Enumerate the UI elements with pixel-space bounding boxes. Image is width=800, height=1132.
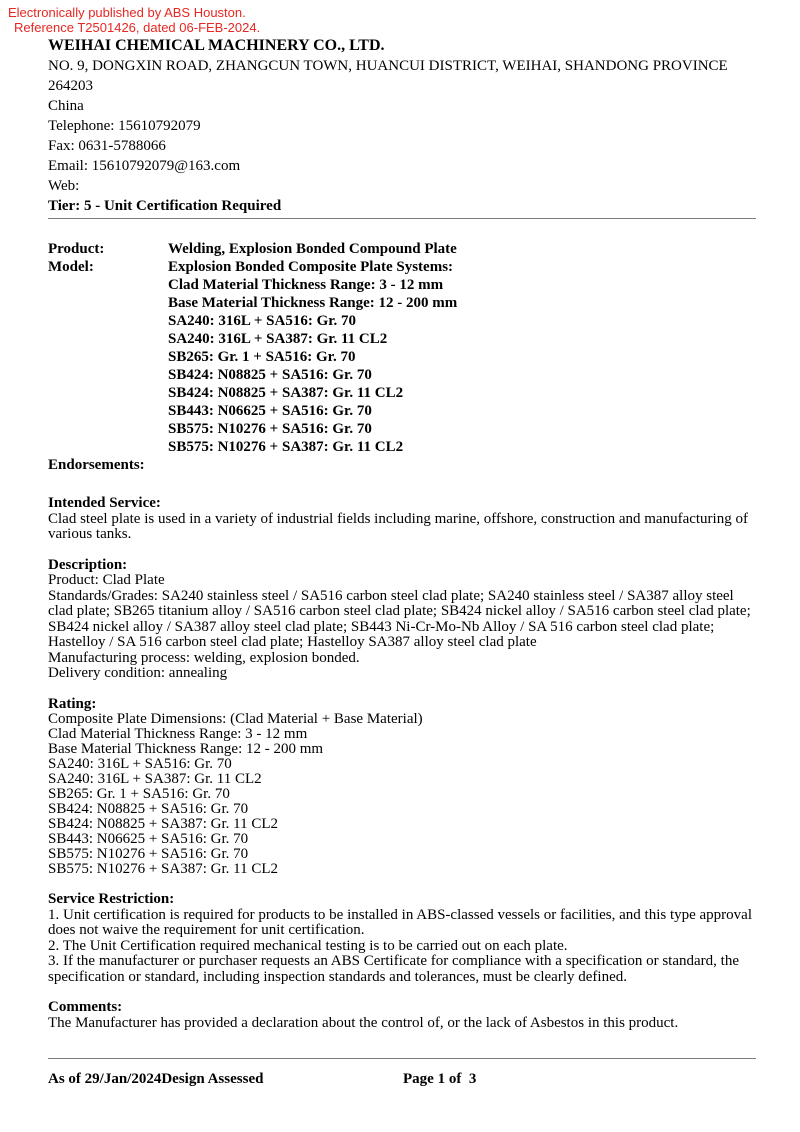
service-restriction-section xyxy=(48,892,756,985)
comments-section xyxy=(48,1000,756,1031)
company-name: WEIHAI CHEMICAL MACHINERY CO., LTD. xyxy=(48,37,385,54)
rating-heading: Rating: xyxy=(48,695,97,712)
service-restriction-item: 2. The Unit Certification required mechanical testing is to be carried out on each plate. xyxy=(48,937,568,954)
description-line: Standards/Grades: SA240 stainless steel / SA516 carbon steel clad plate; SA240 stainless steel / SA387 alloy steel clad plate; SB265 titanium alloy / SA516 carbon steel clad plate; SB424 nickel alloy / SA516 carbon steel clad plate; SB424 nickel alloy / SA387 alloy steel clad plate; SB443 Ni-Cr-Mo-Nb Alloy / SA 516 carbon steel clad plate; Hastelloy / SA 516 carbon steel clad plate; Hastelloy SA387 alloy steel clad plate xyxy=(48,587,751,650)
rating-line: SB575: N10276 + SA387: Gr. 11 CL2 xyxy=(48,861,279,877)
description-section xyxy=(48,558,756,682)
description-line: Delivery condition: annealing xyxy=(48,665,228,681)
intended-service-heading: Intended Service: xyxy=(48,495,161,511)
address-line-2: 264203 xyxy=(48,78,93,94)
model-line: Explosion Bonded Composite Plate Systems: xyxy=(168,259,454,275)
footer-page-number: Page 1 of 3 xyxy=(403,1071,477,1087)
model-line: SA240: 316L + SA516: Gr. 70 xyxy=(168,313,357,329)
model-line: SB575: N10276 + SA516: Gr. 70 xyxy=(168,421,372,437)
intended-service-section xyxy=(48,496,756,543)
rating-line: Composite Plate Dimensions: (Clad Material + Base Material) xyxy=(48,711,423,727)
model-line: Clad Material Thickness Range: 3 - 12 mm xyxy=(168,277,444,293)
address-line-1: NO. 9, DONGXIN ROAD, ZHANGCUN TOWN, HUANCUI DISTRICT, WEIHAI, SHANDONG PROVINCE xyxy=(48,58,728,74)
model-line: SB575: N10276 + SA387: Gr. 11 CL2 xyxy=(168,439,404,455)
model-line: SB443: N06625 + SA516: Gr. 70 xyxy=(168,403,372,419)
model-line: SB424: N08825 + SA387: Gr. 11 CL2 xyxy=(168,385,404,401)
description-heading: Description: xyxy=(48,556,128,573)
model-lines xyxy=(168,258,756,456)
description-line: Product: Clad Plate xyxy=(48,572,165,588)
stamp-line-2: Reference T2501426, dated 06-FEB-2024. xyxy=(14,20,261,35)
rating-line: SB424: N08825 + SA516: Gr. 70 xyxy=(48,801,249,817)
model-line: SB424: N08825 + SA516: Gr. 70 xyxy=(168,367,372,383)
email-line: Email: 15610792079@163.com xyxy=(48,158,241,174)
rating-line: Clad Material Thickness Range: 3 - 12 mm xyxy=(48,726,308,742)
product-value: Welding, Explosion Bonded Compound Plate xyxy=(168,241,457,257)
rating-line: SB424: N08825 + SA387: Gr. 11 CL2 xyxy=(48,816,279,832)
intended-service-body: Clad steel plate is used in a variety of industrial fields including marine, offshore, construction and manufacturing of various tanks. xyxy=(48,510,748,542)
telephone-line: Telephone: 15610792079 xyxy=(48,118,201,134)
footer xyxy=(48,1070,756,1088)
footer-divider xyxy=(48,1058,756,1059)
rating-line: SB265: Gr. 1 + SA516: Gr. 70 xyxy=(48,786,230,802)
fax-line: Fax: 0631-5788066 xyxy=(48,138,166,154)
rating-line: SA240: 316L + SA516: Gr. 70 xyxy=(48,756,232,772)
rating-line: SB575: N10276 + SA516: Gr. 70 xyxy=(48,846,249,862)
service-restriction-item: 3. If the manufacturer or purchaser requests an ABS Certificate for compliance with a specification or standard, the specification or standard, including inspection standards and tolerances, must be clearly defined. xyxy=(48,953,739,985)
rating-section xyxy=(48,697,756,878)
comments-body: The Manufacturer has provided a declaration about the control of, or the lack of Asbestos in this product. xyxy=(48,1014,679,1031)
rating-line: Base Material Thickness Range: 12 - 200 mm xyxy=(48,741,324,757)
description-line: Manufacturing process: welding, explosion bonded. xyxy=(48,649,360,666)
product-model-block xyxy=(48,240,756,456)
product-label: Product: xyxy=(48,241,105,257)
model-line: SB265: Gr. 1 + SA516: Gr. 70 xyxy=(168,349,356,365)
model-line: Base Material Thickness Range: 12 - 200 mm xyxy=(168,295,458,311)
comments-heading: Comments: xyxy=(48,999,123,1015)
tier-line: Tier: 5 - Unit Certification Required xyxy=(48,198,282,214)
model-label: Model: xyxy=(48,259,94,275)
header-divider xyxy=(48,218,756,219)
endorsements-heading: Endorsements: xyxy=(48,457,145,473)
stamp-line-1: Electronically published by ABS Houston. xyxy=(8,5,246,20)
address-line-3: China xyxy=(48,98,84,114)
rating-line: SB443: N06625 + SA516: Gr. 70 xyxy=(48,831,249,847)
publication-stamp xyxy=(8,5,260,35)
model-line: SA240: 316L + SA387: Gr. 11 CL2 xyxy=(168,331,388,347)
rating-line: SA240: 316L + SA387: Gr. 11 CL2 xyxy=(48,771,262,787)
service-restriction-item: 1. Unit certification is required for products to be installed in ABS-classed vessels or facilities, and this type approval does not waive the requirement for unit certification. xyxy=(48,906,752,938)
service-restriction-heading: Service Restriction: xyxy=(48,891,175,907)
footer-assessed-date: As of 29/Jan/2024Design Assessed xyxy=(48,1071,264,1087)
web-line: Web: xyxy=(48,178,80,194)
